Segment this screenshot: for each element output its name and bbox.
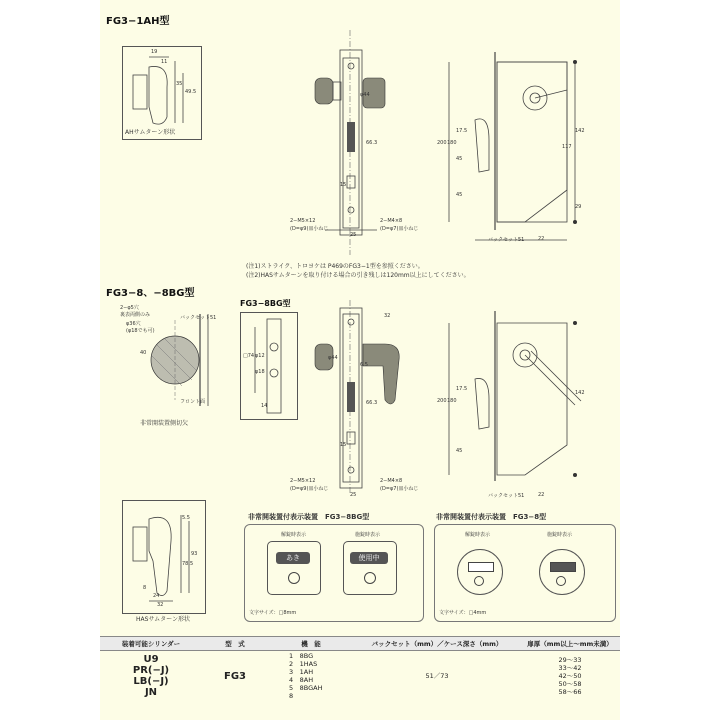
dim-45-2: 45 (456, 192, 463, 198)
cylinder-pr: PR(−J) (132, 665, 170, 676)
caption-cutout: 非常開装置側切欠 (140, 420, 189, 427)
indicator-8bg-unlocked-label: 解錠時表示 (281, 532, 307, 538)
dim-11: 11 (161, 59, 168, 65)
vacant-window (468, 562, 494, 572)
header-backset: バックセット（mm）／ケース深さ（mm） (354, 637, 520, 651)
indicator-8-unlocked-rose (457, 549, 503, 595)
dim-14: 14 (261, 403, 268, 409)
thickness-item: 50〜58 (558, 680, 582, 688)
fg3-8bg-elevation-drawing (241, 313, 297, 419)
dim-49-5: 49.5 (185, 89, 197, 95)
vacant-display: あき (276, 552, 310, 564)
dim-180-1: 180 (447, 140, 457, 146)
dim-200-2: 200 (437, 398, 447, 404)
dim-93: 93 (191, 551, 198, 557)
in-use-display: 使用中 (350, 552, 388, 564)
dim-32: 32 (384, 313, 391, 319)
catalog-sheet (100, 0, 620, 720)
function-item: 4 8AH (289, 676, 314, 684)
lock-side-elevation-8 (435, 305, 585, 495)
dim-66-3-2: 66.3 (366, 400, 378, 406)
screw-m5-desc-1: (D=φ9)皿小ねじ (290, 226, 329, 232)
indicator-8bg-unlocked-plate (267, 541, 321, 595)
dim-phi44-2: φ44 (328, 355, 338, 361)
dim-74: □74 (243, 353, 255, 359)
model-cell: FG3 (224, 670, 246, 682)
dim-117-1: 117 (562, 144, 572, 150)
has-thumbturn-drawing (123, 501, 205, 613)
cutout-both-sides: 裏表両側のみ (120, 312, 151, 318)
heading-fg3-8-8bg: FG3−8、−8BG型 (106, 288, 195, 299)
function-item: 2 1HAS (289, 660, 318, 668)
dim-22-1: 22 (538, 236, 545, 242)
dim-45-1: 45 (456, 156, 463, 162)
dim-5-5: 5.5 (182, 515, 190, 521)
thickness-item: 29〜33 (558, 656, 582, 664)
ah-thumbturn-figure (122, 46, 202, 140)
header-model: 型 式 (202, 637, 268, 651)
dim-66-3-1: 66.3 (366, 140, 378, 146)
has-thumbturn-figure (122, 500, 206, 614)
cutout-backset: バックセット51 (180, 315, 217, 321)
dim-15-2: 15 (340, 442, 347, 448)
thickness-item: 33〜42 (558, 664, 582, 672)
dim-17-5-1: 17.5 (456, 128, 468, 134)
screw-m4-desc-2: (D=φ7)皿小ねじ (380, 486, 419, 492)
indicator-8-locked-rose (539, 549, 585, 595)
emergency-release-icon-2 (364, 572, 376, 584)
function-item: 1 8BG (289, 652, 314, 660)
indicator-8-box (434, 524, 616, 622)
function-cell (268, 651, 354, 702)
note-1: (注1)ストライク、トロヨケは P469のFG3−1型を参照ください。 (246, 263, 424, 270)
caption-backset-1: バックセット51 (488, 237, 525, 243)
dim-6-5: 6.5 (360, 362, 368, 368)
dim-29-1: 29 (575, 204, 582, 210)
thickness-item: 58〜66 (558, 688, 582, 696)
dim-19: 19 (151, 49, 158, 55)
screw-m4-2: 2−M4×8 (380, 478, 403, 484)
dim-17-5-2: 17.5 (456, 386, 468, 392)
header-cylinder: 装着可能シリンダー (100, 637, 202, 651)
backset-cell: 51／73 (425, 672, 449, 680)
heading-fg3-1ah: FG3−1AH型 (106, 16, 170, 27)
indicator-8-locked-label: 施錠時表示 (547, 532, 573, 538)
spec-table (100, 636, 620, 701)
fg3-8bg-elevation-box (240, 312, 298, 420)
dim-24: 24 (153, 593, 160, 599)
cutout-dia36: φ36穴 (126, 321, 141, 327)
dim-22-2: 22 (538, 492, 545, 498)
note-2: (注2)HASサムターンを取り付ける場合の引き残しは120mm以上にしてください。 (246, 272, 470, 279)
dim-phi18: φ18 (255, 369, 265, 375)
cylinder-lb: LB(−J) (133, 676, 169, 687)
dim-25-1: 25 (350, 232, 357, 238)
dim-78-5: 78.5 (182, 561, 194, 567)
screw-m5-1: 2−M5×12 (290, 218, 316, 224)
indicator-8-title: 非常開装置付表示装置 FG3−8型 (436, 513, 547, 521)
screw-m4-desc-1: (D=φ7)皿小ねじ (380, 226, 419, 232)
dim-phi12: φ12 (255, 353, 265, 359)
function-item: 3 1AH (289, 668, 314, 676)
release-slot-icon-2 (556, 576, 566, 586)
header-door-thickness: 扉厚（mm以上〜mm未満） (520, 637, 620, 651)
cutout-dia18: (φ18でも可) (126, 328, 155, 334)
dim-142-2: 142 (575, 390, 585, 396)
indicator-8-unlocked-label: 解錠時表示 (465, 532, 491, 538)
header-function: 機 能 (268, 637, 354, 651)
heading-fg3-8bg: FG3−8BG型 (240, 299, 291, 308)
caption-backset-2: バックセット51 (488, 493, 525, 499)
screw-m5-2: 2−M5×12 (290, 478, 316, 484)
caption-has-thumbturn: HASサムターン形状 (136, 616, 191, 623)
cylinder-u9: U9 (143, 654, 159, 665)
caption-front-face: フロント面 (180, 399, 206, 405)
screw-m4-1: 2−M4×8 (380, 218, 403, 224)
release-slot-icon (474, 576, 484, 586)
dim-142-1: 142 (575, 128, 585, 134)
dim-35: 35 (176, 81, 183, 87)
indicator-8bg-locked-plate (343, 541, 397, 595)
door-thickness-cell (520, 651, 620, 702)
screw-m5-desc-2: (D=φ9)皿小ねじ (290, 486, 329, 492)
caption-ah-thumbturn: AHサムターン形状 (125, 129, 176, 136)
indicator-8bg-char-size: 文字サイズ：□8mm (249, 610, 297, 616)
cutout-hole: 2−φ5穴 (120, 305, 139, 311)
cylinder-cell (100, 651, 202, 702)
spec-table-header (100, 637, 620, 651)
dim-45-3: 45 (456, 448, 463, 454)
dim-200-1: 200 (437, 140, 447, 146)
spec-table-row (100, 651, 620, 702)
cylinder-jn: JN (144, 687, 158, 698)
indicator-8bg-box (244, 524, 424, 622)
thickness-item: 42〜50 (558, 672, 582, 680)
dim-40-cutout: 40 (140, 350, 147, 356)
function-item: 8 (289, 692, 294, 700)
dim-32-has: 32 (157, 602, 164, 608)
dim-15-1: 15 (340, 182, 347, 188)
function-item: 5 8BGAH (289, 684, 323, 692)
indicator-8-char-size: 文字サイズ：□4mm (439, 610, 487, 616)
dim-180-2: 180 (447, 398, 457, 404)
dim-8: 8 (143, 585, 147, 591)
lock-front-elevation-8bg (305, 300, 405, 500)
in-use-window (550, 562, 576, 572)
dim-25-2: 25 (350, 492, 357, 498)
emergency-release-icon (288, 572, 300, 584)
indicator-8bg-locked-label: 施錠時表示 (355, 532, 381, 538)
indicator-8bg-title: 非常開装置付表示装置 FG3−8BG型 (248, 513, 370, 521)
dim-phi44-1: φ44 (360, 92, 370, 98)
